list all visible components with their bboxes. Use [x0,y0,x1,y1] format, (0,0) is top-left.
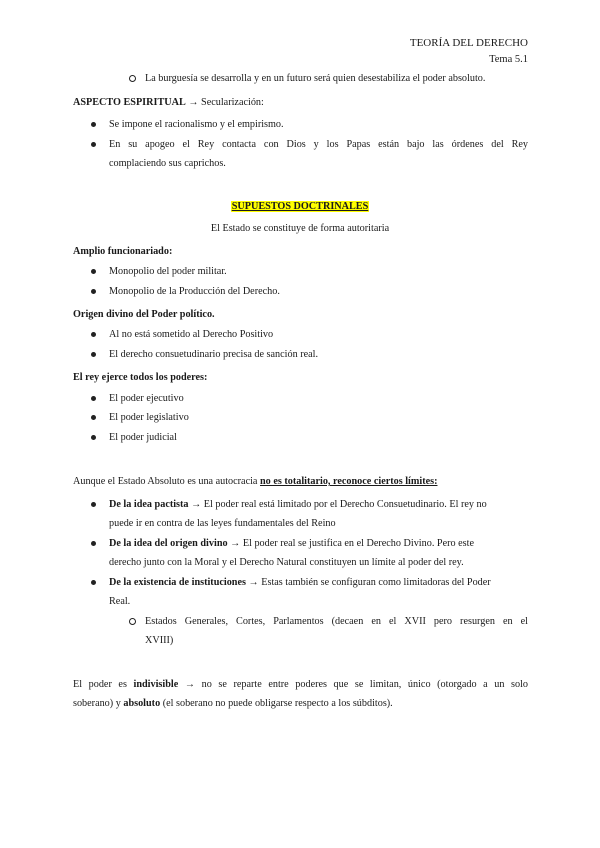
bullet-icon [91,435,96,440]
list-item: Monopolio de la Producción del Derecho. [109,286,280,297]
document-title: TEORÍA DEL DERECHO [409,37,528,49]
hollow-bullet-icon [129,618,136,625]
arrow-icon: → [191,499,202,510]
arrow-icon: → [184,679,196,690]
bullet-icon [91,541,96,546]
limit-item-continuation: derecho junto con la Moral y el Derecho Natural constituyen un límite al poder del rey. [109,557,464,568]
list-item: Al no está sometido al Derecho Positivo [109,329,274,340]
limit-item-title: De la idea pactista [109,499,189,510]
sub-list-item-continuation: XVIII) [145,635,174,646]
limit-item [109,576,491,589]
limit-item [109,498,487,511]
group-heading: Amplio funcionariado: [73,246,173,257]
bullet-icon [91,415,96,420]
intro-sub-bullet: La burguesía se desarrolla y en un futuro será quien desestabiliza el poder absoluto. [145,73,486,84]
limit-item-continuation: Real. [109,596,131,607]
limits-intro-emphasis: no es totalitario, reconoce ciertos límites: [260,476,438,487]
bullet-icon [91,289,96,294]
list-item: El poder legislativo [109,412,189,423]
section-title: SUPUESTOS DOCTRINALES [231,201,369,212]
list-item: En su apogeo el Rey contacta con Dios y los Papas están bajo las órdenes del Rey [109,139,528,150]
limit-item-text: El poder real se justifica en el Derecho Divino. Pero este [242,538,474,549]
list-item: El poder judicial [109,432,177,443]
limits-intro [73,475,437,488]
bullet-icon [91,396,96,401]
closing-emphasis: indivisible [133,679,179,690]
document-subtitle: Tema 5.1 [489,54,528,65]
bullet-icon [91,352,96,357]
section-title-wrap [0,200,600,213]
aspecto-value: Secularización: [201,97,264,108]
bullet-icon [91,122,96,127]
group-heading: El rey ejerce todos los poderes: [73,372,208,383]
aspecto-heading [73,96,264,109]
aspecto-label: ASPECTO ESPIRITUAL [73,97,186,108]
limit-item [109,537,474,550]
closing-text: no se reparte entre poderes que se limitan, único (otorgado a un solo [201,679,529,690]
closing-paragraph-line1 [73,678,528,691]
arrow-icon: → [230,538,241,549]
list-item: El derecho consuetudinario precisa de sanción real. [109,349,319,360]
bullet-icon [91,269,96,274]
sub-list-item: Estados Generales, Cortes, Parlamentos (decaen en el XVII pero resurgen en el [145,616,528,627]
closing-emphasis: absoluto [123,698,161,709]
limit-item-title: De la existencia de instituciones [109,577,246,588]
bullet-icon [91,502,96,507]
bullet-icon [91,332,96,337]
arrow-icon: → [248,577,259,588]
arrow-icon: → [188,97,199,108]
limit-item-title: De la idea del origen divino [109,538,228,549]
list-item: El poder ejecutivo [109,393,184,404]
closing-text: soberano) y [73,698,121,709]
list-item: Monopolio del poder militar. [109,266,227,277]
section-subtitle: El Estado se constituye de forma autoritaria [210,223,390,234]
closing-paragraph-line2 [73,697,393,710]
closing-text: (el soberano no puede obligarse respecto a los súbditos). [162,698,393,709]
bullet-icon [91,580,96,585]
bullet-icon [91,142,96,147]
limit-item-text: Estas también se configuran como limitadoras del Poder [261,577,491,588]
hollow-bullet-icon [129,75,136,82]
list-item-continuation: complaciendo sus caprichos. [109,158,226,169]
limit-item-text: El poder real está limitado por el Derecho Consuetudinario. El rey no [203,499,487,510]
list-item: Se impone el racionalismo y el empirismo. [109,119,284,130]
limits-intro-text: Aunque el Estado Absoluto es una autocracia [73,476,258,487]
group-heading: Origen divino del Poder político. [73,309,215,320]
limit-item-continuation: puede ir en contra de las leyes fundamentales del Reino [109,518,336,529]
closing-text: El poder es [73,679,127,690]
